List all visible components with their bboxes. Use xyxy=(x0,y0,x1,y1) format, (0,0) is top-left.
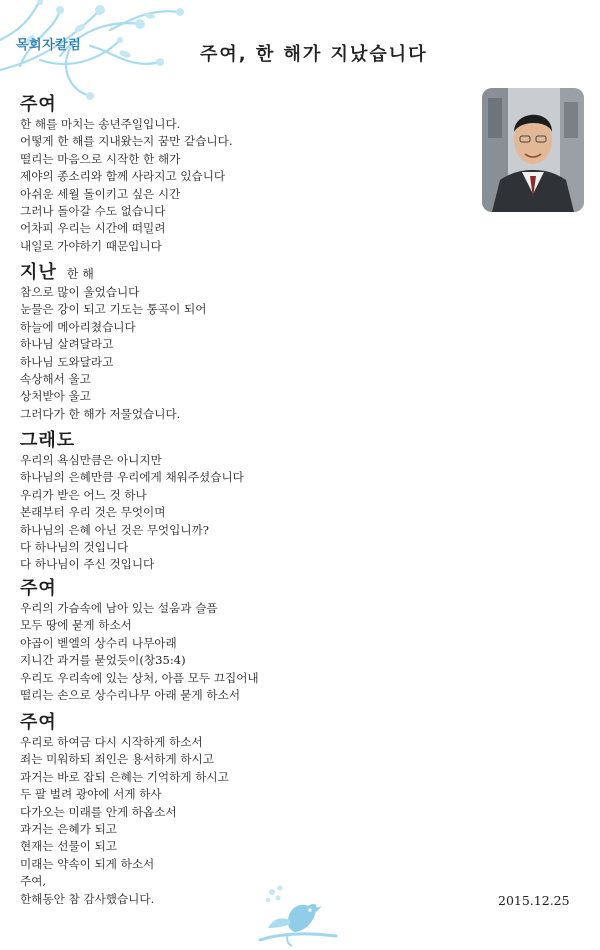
poem-line: 한해동안 참 감사했습니다. xyxy=(20,891,155,906)
publication-date: 2015.12.25 xyxy=(498,893,570,908)
poem-line: 한 해를 마치는 송년주일입니다. xyxy=(20,117,181,131)
poem-line: 하나님의 은혜 아닌 것은 무엇입니까? xyxy=(20,522,209,537)
section-heading: 주여 xyxy=(20,712,57,733)
poem-line: 우리의 가슴속에 남아 있는 설움과 슬픔 xyxy=(20,601,218,615)
section-lines xyxy=(20,116,233,255)
article-title: 주여, 한 해가 지났습니다 xyxy=(200,44,428,65)
poem-line: 떨리는 손으로 상수리나무 아래 묻게 하소서 xyxy=(20,687,241,702)
poem-line: 그러나 돌아갈 수도 없습니다 xyxy=(20,203,166,218)
poem-line: 미래는 약속이 되게 하소서 xyxy=(20,856,155,871)
poem-line: 주여, xyxy=(20,874,47,889)
poem-line: 아쉬운 세월 돌이키고 싶은 시간 xyxy=(20,186,181,201)
poem-line: 과거는 은혜가 되고 xyxy=(20,821,117,836)
poem-line: 두 팔 벌려 광야에 서게 하사 xyxy=(20,787,162,802)
poem-line: 참으로 많이 울었습니다 xyxy=(20,285,140,299)
section-lines xyxy=(20,734,229,908)
poem-section-3 xyxy=(20,430,244,574)
poem-line: 하늘에 메아리쳤습니다 xyxy=(20,319,136,334)
poem-line: 우리도 우리속에 있는 상처, 아픔 모두 끄집어내 xyxy=(20,670,259,685)
poem-section-1 xyxy=(20,94,233,255)
poem-line: 야곱이 벧엘의 상수리 나무아래 xyxy=(20,635,177,650)
poem-line: 속상해서 울고 xyxy=(20,371,91,386)
poem-line: 하나님 도와달라고 xyxy=(20,354,114,369)
poem-line: 어차피 우리는 시간에 떠밀려 xyxy=(20,221,166,236)
poem-line: 현재는 선물이 되고 xyxy=(20,839,117,854)
poem-line: 다가오는 미래를 안게 하옵소서 xyxy=(20,804,177,819)
section-lines xyxy=(20,284,206,423)
poem-section-5 xyxy=(20,712,229,908)
poem-line: 눈물은 강이 되고 기도는 통곡이 되어 xyxy=(20,302,207,317)
section-heading: 주여 xyxy=(20,578,57,599)
poem-line: 다 하나님이 주신 것입니다 xyxy=(20,557,155,572)
poem-line: 내일로 가야하기 때문입니다 xyxy=(20,238,162,253)
poem-line: 그러다가 한 해가 저물었습니다. xyxy=(20,406,181,421)
section-heading: 지난 한 해 xyxy=(20,262,94,283)
poem-line: 하나님의 은혜만큼 우리에게 채워주셨습니다 xyxy=(20,470,244,485)
poem-line: 상처받아 울고 xyxy=(20,389,91,404)
heading-continuation: 한 해 xyxy=(66,267,94,281)
poem-line: 다 하나님의 것입니다 xyxy=(20,539,129,554)
poem-line: 어떻게 한 해를 지내왔는지 꿈만 같습니다. xyxy=(20,134,233,149)
poem-section-2 xyxy=(20,262,206,423)
poem-line: 우리의 욕심만큼은 아니지만 xyxy=(20,453,162,467)
section-lines xyxy=(20,600,259,704)
poem-section-4 xyxy=(20,578,259,704)
section-heading: 주여 xyxy=(20,94,57,115)
column-category-badge: 목회자칼럼 xyxy=(16,38,82,53)
portrait-image xyxy=(482,88,584,212)
poem-line: 우리가 받은 어느 것 하나 xyxy=(20,487,147,502)
bird-on-branch-decoration xyxy=(258,882,338,948)
poem-line: 죄는 미워하되 죄인은 용서하게 하시고 xyxy=(20,752,214,767)
poem-line: 본래부터 우리 것은 무엇이며 xyxy=(20,505,166,520)
poem-line: 제야의 종소리와 함께 사라지고 있습니다 xyxy=(20,169,226,184)
author-photo xyxy=(482,88,584,212)
section-lines xyxy=(20,452,244,574)
poem-line: 과거는 바로 잡되 은혜는 기억하게 하시고 xyxy=(20,769,229,784)
poem-line: 떨리는 마음으로 시작한 한 해가 xyxy=(20,151,181,166)
poem-line: 우리로 하여금 다시 시작하게 하소서 xyxy=(20,735,203,749)
poem-line: 하나님 살려달라고 xyxy=(20,337,114,352)
poem-line: 지니간 과거를 묻었듯이(창35:4) xyxy=(20,653,186,668)
poem-line: 모두 땅에 묻게 하소서 xyxy=(20,618,132,633)
section-heading: 그래도 xyxy=(20,430,76,451)
